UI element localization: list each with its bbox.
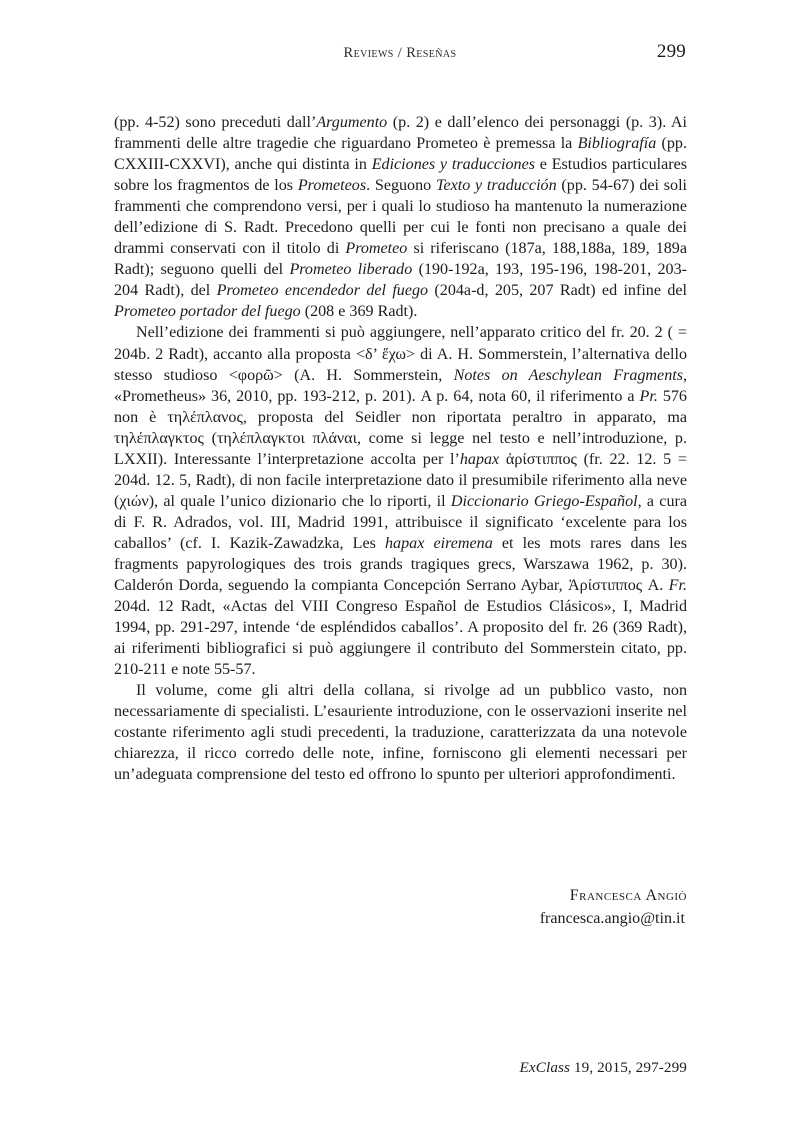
greek-text: φορῶ [237, 366, 274, 384]
italic-title: Prometeo [345, 240, 408, 258]
italic-title: Argumento [316, 114, 388, 131]
text-run: (p. 2) e dall’elenco dei personaggi (p. 3). Ai frammenti delle altre tragedie che riguardano Prometeo è premessa la [114, 114, 687, 153]
text-run: (fr. 22. 12. 5 = 204d. 12. 5, Radt), di non facile interpretazione dato il presumibile riferimento alla neve ( [114, 450, 687, 510]
text-run: (190-192a, 193, 195-196, 198-201, 203-204 Radt), del [114, 261, 687, 300]
text-run: A. [642, 577, 669, 595]
italic-title: Fr. [668, 577, 687, 595]
text-run: (pp. CXXIII-CXXVI), anche qui distinta in [114, 135, 687, 174]
greek-text: Ἀρίστιππος [568, 577, 643, 595]
para-3 [114, 680, 687, 785]
greek-text: δ’ ἔχω [365, 345, 406, 363]
running-head-title: Reviews / Reseñas [343, 45, 457, 61]
para-2 [114, 322, 687, 680]
text-run: , a cura di F. R. Adrados, vol. III, Madrid 1991, attribuisce il significato ‘excelente para los caballos’ (cf. I. Kazik-Zawadzka, Les [114, 492, 687, 552]
italic-title: Texto y traducción [435, 177, 557, 195]
journal-title: ExClass [519, 1059, 571, 1076]
signature-block [114, 884, 687, 930]
italic-title: Ediciones y traducciones [371, 156, 535, 174]
text-run: . Seguono [366, 177, 436, 195]
body-text [114, 112, 687, 786]
greek-text: τηλέπλανος [167, 408, 243, 426]
text-run: , proposta del Seidler non riportata peraltro in apparato, ma [242, 408, 687, 426]
text-run: 204d. 12 Radt, «Actas del VIII Congreso Español de Estudios Clásicos», I, Madrid 1994, pp. 291-297, intende ‘de espléndidos caballos’. A proposito del fr. 26 (369 Radt), ai riferimenti bibliografici si può aggiungere il contributo del Sommerstein citato, pp. 210-211 e note 55-57. [114, 598, 687, 679]
text-run: si riferiscano (187a, 188,188a, 189, 189a Radt); seguono quelli del [114, 240, 687, 279]
text-run: (pp. 4-52) sono preceduti dall’ [114, 114, 317, 131]
text-run: Nell’edizione dei frammenti si può aggiungere, nell’apparato critico del fr. 20. 2 ( = 204b. 2 Radt), accanto alla proposta < [114, 324, 687, 363]
text-run: (204a-d, 205, 207 Radt) ed infine del [428, 282, 688, 300]
text-run [499, 451, 506, 468]
text-run: e Estudios particulares sobre los fragmentos de los [114, 156, 687, 195]
italic-title: Prometeo portador del fuego [114, 303, 301, 321]
footer-citation [114, 1059, 687, 1077]
text-run: (pp. 54-67) dei soli frammenti che comprendono versi, per i quali lo studioso ha mantenuto la numerazione dell’edizione di S. Radt. Precedono quelli per cui le fonti non precisano a quale dei drammi conservati con il titolo di [114, 177, 688, 258]
italic-title: Pr. [639, 387, 658, 405]
italic-title: Notes on Aeschylean Fragments [453, 366, 683, 384]
italic-title: Diccionario Griego-Español [450, 492, 638, 510]
text-run: , «Prometheus» 36, 2010, pp. 193-212, p. 201). A p. 64, nota 60, il riferimento a [114, 366, 688, 405]
text-run: > di A. H. Sommerstein, l’alternativa dello stesso studioso < [114, 345, 687, 384]
italic-title: hapax [459, 450, 500, 468]
author-email: francesca.angio@tin.it [539, 910, 685, 927]
footer-volume-pages: 19, 2015, 297-299 [570, 1059, 687, 1076]
author-name: Francesca Angiò [569, 887, 687, 904]
text-run: Il volume, come gli altri della collana, si rivolge ad un pubblico vasto, non necessariamente di specialisti. L’esauriente introduzione, con le osservazioni inserite nel costante riferimento agli studi precedenti, la traduzione, caratterizzata da una notevole chiarezza, il ricco corredo delle note, infine, forniscono gli elementi necessari per un’adeguata comprensione del testo ed offrono lo spunto per ulteriori approfondimenti. [114, 682, 687, 784]
italic-title: Prometeo liberado [289, 261, 413, 279]
greek-text: τηλέπλαγκτοι πλάναι [216, 429, 357, 447]
italic-title: hapax eiremena [385, 534, 493, 552]
text-run: ( [203, 429, 217, 447]
greek-text: χιών [119, 492, 149, 510]
greek-text: τηλέπλαγκτος [114, 429, 204, 447]
text-run: ), al quale l’unico dizionario che lo riporti, il [148, 492, 451, 510]
text-run: et les mots rares dans les fragments papyrologiques des trois grands tragiques grecs, Warszawa 1962, p. 30). Calderón Dorda, seguendo la compianta Concepción Serrano Aybar, [114, 534, 687, 595]
text-run: 576 non è [114, 387, 687, 426]
page-number: 299 [656, 41, 686, 62]
italic-title: Prometeo encendedor del fuego [216, 282, 429, 300]
text-run: , come si legge nel testo e nell’introduzione, p. LXXII). Interessante l’interpretazione accolta per l’ [114, 429, 688, 468]
running-head [114, 41, 686, 67]
italic-title: Prometeos [297, 177, 367, 195]
para-1 [114, 112, 687, 322]
greek-text: ἀρίστιππος [505, 450, 577, 468]
text-run: (208 e 369 Radt). [300, 303, 418, 321]
italic-title: Bibliografía [577, 135, 657, 153]
text-run: > (A. H. Sommerstein, [273, 366, 454, 384]
